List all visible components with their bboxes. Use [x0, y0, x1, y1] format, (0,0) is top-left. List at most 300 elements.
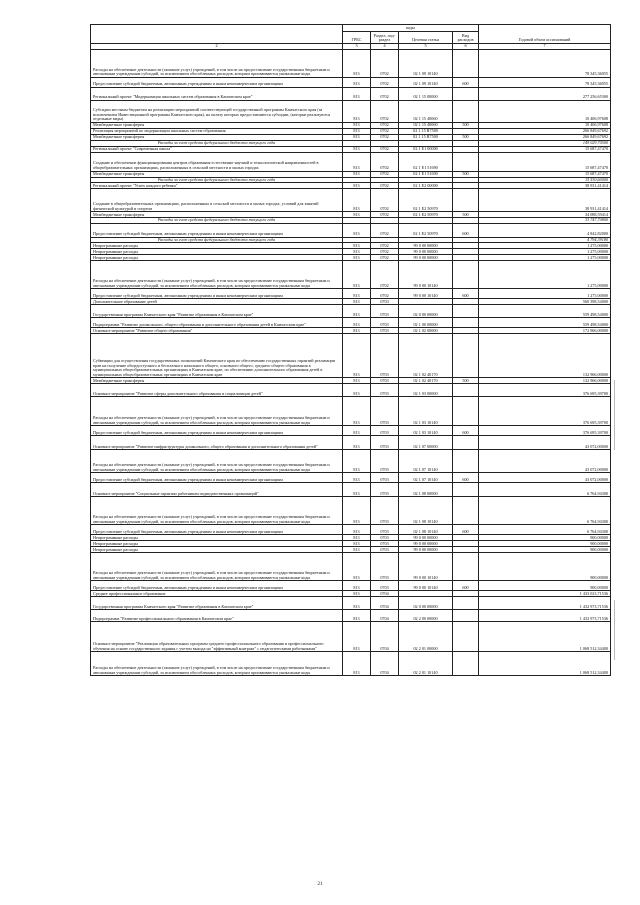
row-section-cell: 0703	[371, 328, 399, 334]
table-row	[91, 581, 611, 591]
row-amount-cell: 78 345,36055	[479, 78, 611, 88]
column-number: 5	[399, 44, 453, 50]
row-expense-type-cell: 500	[453, 135, 479, 141]
table-row	[91, 426, 611, 436]
row-section-cell: 0704	[371, 597, 399, 610]
row-grbs-cell: 813	[343, 171, 371, 177]
header-grbs: ГРБС	[343, 32, 371, 44]
margin-line	[614, 380, 615, 450]
row-grbs-cell: 813	[343, 483, 371, 497]
row-grbs-cell: 813	[343, 622, 371, 652]
row-amount-cell: 266 849,67692	[479, 129, 611, 135]
table-row	[91, 334, 611, 378]
column-number: 3	[343, 44, 371, 50]
row-name-cell: Межбюджетные трансферты	[91, 135, 343, 141]
row-name-cell: Непрограммные расходы	[91, 547, 343, 553]
row-target-cell: 02 1 15 40060	[399, 123, 453, 129]
row-name-cell: Расходы за счет средств федерального бюджета текущего года	[91, 177, 343, 183]
row-amount-cell: 10 406,97608	[479, 101, 611, 123]
row-name-cell: Подпрограмма "Развитие дошкольного, общего образования и дополнительного образования детей в Камчатском крае"	[91, 318, 343, 328]
row-section-cell: 0702	[371, 88, 399, 101]
row-grbs-cell: 813	[343, 212, 371, 218]
row-target-cell: 02 1 08 10140	[399, 497, 453, 525]
table-row	[91, 261, 611, 289]
table-row	[91, 384, 611, 397]
row-name-cell: Предоставление субсидий бюджетным, автономным учреждениям и иным некоммерческим организациям	[91, 473, 343, 483]
row-target-cell: 02 1 E1 00000	[399, 146, 453, 152]
header-amount: Годовой объем ассигнований	[479, 25, 611, 44]
row-grbs-cell: 813	[343, 189, 371, 212]
table-row	[91, 305, 611, 318]
table-row	[91, 473, 611, 483]
row-section-cell: 0703	[371, 497, 399, 525]
row-expense-type-cell	[453, 622, 479, 652]
row-target-cell: 02 1 07 10140	[399, 450, 453, 473]
row-target-cell: 02 1 08 10140	[399, 525, 453, 535]
column-number: 6	[453, 44, 479, 50]
row-amount-cell: 900,00000	[479, 535, 611, 541]
row-section-cell: 0702	[371, 129, 399, 135]
row-name-cell: Межбюджетные трансферты	[91, 123, 343, 129]
table-row	[91, 318, 611, 328]
row-section-cell: 0703	[371, 334, 399, 378]
row-target-cell: 02 1 00 00000	[399, 318, 453, 328]
column-number: 2	[91, 44, 343, 50]
row-grbs-cell: 813	[343, 535, 371, 541]
row-section-cell: 0702	[371, 123, 399, 129]
row-amount-cell: 900,00000	[479, 581, 611, 591]
row-target-cell: 99 0 00 10140	[399, 581, 453, 591]
row-amount-cell: 132 966,00000	[479, 378, 611, 384]
header-section: Раздел, под-раздел	[371, 32, 399, 44]
row-name-cell: Региональный проект "Современная школа"	[91, 146, 343, 152]
table-row	[91, 101, 611, 123]
row-target-cell: 02 1 E2 50970	[399, 212, 453, 218]
row-name-cell: Расходы на обеспечение деятельности (оказание услуг) учреждений, в том числе на предоставление государственным бюджетным и автономным учреждениям субсидий, за исключением обособленных расходов, которым присваиваются уникальные коды	[91, 652, 343, 676]
row-section-cell: 0703	[371, 473, 399, 483]
row-amount-cell: 560 398,54000	[479, 299, 611, 305]
row-target-cell: 02 0 00 00000	[399, 597, 453, 610]
row-name-cell: Непрограммные расходы	[91, 535, 343, 541]
row-grbs-cell: 813	[343, 384, 371, 397]
row-grbs-cell: 813	[343, 591, 371, 597]
header-codes: коды	[343, 25, 479, 32]
row-target-cell: 02 1 08 00000	[399, 483, 453, 497]
row-expense-type-cell	[453, 88, 479, 101]
row-amount-cell: 1 432 973,71536	[479, 597, 611, 610]
row-amount-cell: 43 072,00000	[479, 450, 611, 473]
row-name-cell: Создание и обеспечение функционирования центров образования естественно-научной и технологической направленностей в общеобразовательных организациях, расположенных в сельской местности и малых городах	[91, 152, 343, 171]
row-expense-type-cell	[453, 101, 479, 123]
row-section-cell: 0702	[371, 255, 399, 261]
row-name-cell: Непрограммные расходы	[91, 541, 343, 547]
row-expense-type-cell: 600	[453, 525, 479, 535]
row-target-cell: 02 1 02 40170	[399, 378, 453, 384]
row-target-cell: 99 0 00 10140	[399, 261, 453, 289]
row-name-cell: Предоставление субсидий бюджетным, автономным учреждениям и иным некоммерческим организациям	[91, 78, 343, 88]
row-expense-type-cell	[453, 483, 479, 497]
row-section-cell: 0703	[371, 318, 399, 328]
row-name-cell: Субвенции для осуществления государственных полномочий Камчатского края по обеспечению государственных гарантий реализации прав на получение общедоступного и бесплатного начального общего, основного общего, среднего общего образования в муниципальных общеобразовательных организациях в Камчатском крае, по обеспечению дополнительного образования детей в муниципальных общеобразовательных организациях в Камчатском крае	[91, 334, 343, 378]
row-grbs-cell: 813	[343, 146, 371, 152]
row-target-cell: 02 1 07 00000	[399, 436, 453, 450]
row-amount-cell: 6 764,94300	[479, 483, 611, 497]
page-number: 21	[317, 882, 323, 887]
row-amount-cell: 10 406,97608	[479, 123, 611, 129]
row-name-cell: Межбюджетные трансферты	[91, 212, 343, 218]
row-section-cell: 0704	[371, 622, 399, 652]
row-name-cell: Межбюджетные трансферты	[91, 171, 343, 177]
table-row	[91, 652, 611, 676]
header-target: Целевая статья	[399, 32, 453, 44]
row-target-cell: 02 2 00 00000	[399, 610, 453, 622]
row-expense-type-cell: 500	[453, 378, 479, 384]
row-grbs-cell: 813	[343, 473, 371, 483]
row-target-cell: 02 0 00 00000	[399, 305, 453, 318]
row-section-cell: 0702	[371, 50, 399, 78]
row-section-cell: 0703	[371, 553, 399, 581]
row-grbs-cell: 813	[343, 581, 371, 591]
row-amount-cell: 4 794,39180	[479, 237, 611, 243]
table-row	[91, 50, 611, 78]
row-name-cell: Субсидии местным бюджетам на реализацию мероприятий соответствующей государственной программы Камчатского края (за исключением Инвестиционной программы Камчатского края), на оплату которых предоставляются субсидии, (которые реализуются отдельные виды)	[91, 101, 343, 123]
row-section-cell: 0703	[371, 541, 399, 547]
row-grbs-cell: 813	[343, 183, 371, 189]
row-expense-type-cell	[453, 50, 479, 78]
row-target-cell: 02 1 E1 51690	[399, 171, 453, 177]
row-section-cell: 0704	[371, 610, 399, 622]
row-grbs-cell: 813	[343, 123, 371, 129]
row-expense-type-cell	[453, 436, 479, 450]
row-name-cell: Непрограммные расходы	[91, 255, 343, 261]
row-expense-type-cell: 500	[453, 123, 479, 129]
row-target-cell: 02 1 03 10140	[399, 397, 453, 426]
row-amount-cell: 559 498,54000	[479, 318, 611, 328]
row-grbs-cell: 813	[343, 152, 371, 171]
row-name-cell: Государственная программа Камчатского края "Развитие образования в Камчатском крае"	[91, 597, 343, 610]
row-amount-cell: 1 275,00000	[479, 243, 611, 249]
row-expense-type-cell: 500	[453, 212, 479, 218]
row-section-cell: 0703	[371, 450, 399, 473]
row-expense-type-cell: 600	[453, 473, 479, 483]
table-row	[91, 622, 611, 652]
row-name-cell: Основное мероприятие "Развитие общего образования"	[91, 328, 343, 334]
row-name-cell: Реализация мероприятий по модернизации школьных систем образования	[91, 129, 343, 135]
row-target-cell: 02 1 E2 50970	[399, 223, 453, 237]
row-grbs-cell: 813	[343, 88, 371, 101]
row-amount-cell: 266 849,67692	[479, 135, 611, 141]
row-name-cell: Предоставление субсидий бюджетным, автономным учреждениям и иным некоммерческим организациям	[91, 223, 343, 237]
row-name-cell: Непрограммные расходы	[91, 243, 343, 249]
row-grbs-cell: 813	[343, 261, 371, 289]
row-amount-cell: 376 695,39700	[479, 384, 611, 397]
row-target-cell: 99 0 00 00000	[399, 249, 453, 255]
row-name-cell: Расходы на обеспечение деятельности (оказание услуг) учреждений, в том числе на предоставление государственным бюджетным и автономным учреждениям субсидий, за исключением обособленных расходов, которым присваиваются уникальные коды	[91, 497, 343, 525]
row-amount-cell: 172 966,00000	[479, 328, 611, 334]
table-row	[91, 483, 611, 497]
row-amount-cell: 1 432 973,71536	[479, 610, 611, 622]
row-amount-cell: 78 345,36055	[479, 50, 611, 78]
header-row-top	[91, 25, 611, 32]
row-amount-cell: 43 072,00000	[479, 473, 611, 483]
row-amount-cell: 376 695,39700	[479, 397, 611, 426]
row-expense-type-cell	[453, 189, 479, 212]
row-section-cell: 0703	[371, 483, 399, 497]
row-target-cell: 02 1 E1 51690	[399, 152, 453, 171]
row-name-cell: Дополнительное образование детей	[91, 299, 343, 305]
row-name-cell: Основное мероприятие "Развитие сферы дополнительного образования и социализации детей"	[91, 384, 343, 397]
row-target-cell: 02 1 15 R7500	[399, 129, 453, 135]
row-section-cell: 0702	[371, 78, 399, 88]
row-target-cell: 02 1 E2 00000	[399, 183, 453, 189]
row-target-cell: 02 1 03 10140	[399, 426, 453, 436]
table-row	[91, 189, 611, 212]
table-row	[91, 610, 611, 622]
row-name-cell: Среднее профессиональное образование	[91, 591, 343, 597]
table-row	[91, 152, 611, 171]
row-target-cell: 02 2 01 10140	[399, 652, 453, 676]
row-name-cell: Расходы на обеспечение деятельности (оказание услуг) учреждений, в том числе на предоставление государственным бюджетным и автономным учреждениям субсидий, за исключением обособленных расходов, которым присваиваются уникальные коды	[91, 553, 343, 581]
row-target-cell: 99 0 00 00000	[399, 535, 453, 541]
row-grbs-cell: 813	[343, 328, 371, 334]
row-name-cell: Межбюджетные трансферты	[91, 378, 343, 384]
row-expense-type-cell: 600	[453, 426, 479, 436]
row-grbs-cell: 813	[343, 223, 371, 237]
row-grbs-cell: 813	[343, 436, 371, 450]
row-section-cell: 0702	[371, 289, 399, 299]
row-amount-cell: 15 530,60000	[479, 177, 611, 183]
row-amount-cell: 277 256,65300	[479, 88, 611, 101]
row-section-cell: 0702	[371, 189, 399, 212]
table-row	[91, 450, 611, 473]
header-expense-type: Вид расходов	[453, 32, 479, 44]
row-expense-type-cell: 600	[453, 289, 479, 299]
row-amount-cell: 1 275,00000	[479, 249, 611, 255]
row-section-cell: 0703	[371, 581, 399, 591]
row-name-cell: Расходы на обеспечение деятельности (оказание услуг) учреждений, в том числе на предоставление государственным бюджетным и автономным учреждениям субсидий, за исключением обособленных расходов, которым присваиваются уникальные коды	[91, 450, 343, 473]
row-section-cell: 0702	[371, 135, 399, 141]
row-expense-type-cell	[453, 261, 479, 289]
row-name-cell: Предоставление субсидий бюджетным, автономным учреждениям и иным некоммерческим организациям	[91, 525, 343, 535]
row-grbs-cell: 813	[343, 397, 371, 426]
row-name-cell: Расходы за счет средств федерального бюджета текущего года	[91, 141, 343, 147]
row-name-cell: Предоставление субсидий бюджетным, автономным учреждениям и иным некоммерческим организациям	[91, 426, 343, 436]
row-grbs-cell: 813	[343, 289, 371, 299]
table-row	[91, 223, 611, 237]
row-section-cell: 0703	[371, 547, 399, 553]
row-expense-type-cell	[453, 152, 479, 171]
row-grbs-cell: 813	[343, 78, 371, 88]
row-amount-cell: 43 072,00000	[479, 436, 611, 450]
row-amount-cell: 34 088,59414	[479, 212, 611, 218]
table-body	[91, 50, 611, 676]
row-target-cell: 02 1 02 40170	[399, 334, 453, 378]
row-amount-cell: 1 275,00000	[479, 261, 611, 289]
row-grbs-cell: 813	[343, 426, 371, 436]
row-amount-cell: 559 498,54000	[479, 305, 611, 318]
row-name-cell: Расходы на обеспечение деятельности (оказание услуг) учреждений, в том числе на предоставление государственным бюджетным и автономным учреждениям субсидий, за исключением обособленных расходов, которым присваиваются уникальные коды	[91, 261, 343, 289]
row-grbs-cell: 813	[343, 450, 371, 473]
row-grbs-cell: 813	[343, 610, 371, 622]
row-amount-cell: 15 687,47470	[479, 171, 611, 177]
row-target-cell: 99 0 00 00000	[399, 547, 453, 553]
row-amount-cell: 900,00000	[479, 547, 611, 553]
row-expense-type-cell	[453, 384, 479, 397]
row-target-cell: 99 0 00 10140	[399, 289, 453, 299]
row-grbs-cell: 813	[343, 547, 371, 553]
row-section-cell: 0702	[371, 152, 399, 171]
row-grbs-cell: 813	[343, 597, 371, 610]
row-grbs-cell: 813	[343, 129, 371, 135]
row-target-cell: 02 1 09 10140	[399, 78, 453, 88]
row-name-cell: Непрограммные расходы	[91, 249, 343, 255]
row-target-cell: 02 1 07 10140	[399, 473, 453, 483]
row-section-cell: 0703	[371, 535, 399, 541]
row-target-cell: 02 1 E2 50970	[399, 189, 453, 212]
row-expense-type-cell	[453, 318, 479, 328]
row-section-cell: 0702	[371, 171, 399, 177]
row-name-cell: Региональный проект "Модернизация школьных систем образования в Камчатском крае"	[91, 88, 343, 101]
row-expense-type-cell: 600	[453, 223, 479, 237]
row-grbs-cell: 813	[343, 101, 371, 123]
row-grbs-cell: 813	[343, 305, 371, 318]
table-row	[91, 397, 611, 426]
row-name-cell: Основное мероприятие "Реализация образовательных программ среднего профессионального образования и профессионального обучения на основе государственного задания с учетом выхода на "эффективный контракт" с педагогическими работниками"	[91, 622, 343, 652]
row-expense-type-cell	[453, 334, 479, 378]
row-amount-cell: 900,00000	[479, 553, 611, 581]
row-name-cell: Расходы на обеспечение деятельности (оказание услуг) учреждений, в том числе на предоставление государственным бюджетным и автономным учреждениям субсидий, за исключением обособленных расходов, которым присваиваются уникальные коды	[91, 397, 343, 426]
row-expense-type-cell	[453, 597, 479, 610]
row-name-cell: Основное мероприятие "Развитие инфраструктуры дошкольного, общего образования и дополнительного образования детей"	[91, 436, 343, 450]
row-section-cell: 0703	[371, 397, 399, 426]
row-section-cell: 0702	[371, 249, 399, 255]
row-grbs-cell: 813	[343, 135, 371, 141]
row-expense-type-cell	[453, 305, 479, 318]
row-name-cell: Региональный проект "Успех каждого ребенка"	[91, 183, 343, 189]
row-expense-type-cell	[453, 497, 479, 525]
row-target-cell: 02 1 15 R7500	[399, 135, 453, 141]
row-expense-type-cell	[453, 610, 479, 622]
row-target-cell: 99 0 00 00000	[399, 541, 453, 547]
row-section-cell: 0703	[371, 426, 399, 436]
row-amount-cell: 1 275,00000	[479, 289, 611, 299]
row-section-cell: 0702	[371, 261, 399, 289]
table-row	[91, 78, 611, 88]
row-expense-type-cell: 500	[453, 171, 479, 177]
row-amount-cell: 900,00000	[479, 541, 611, 547]
row-expense-type-cell	[453, 397, 479, 426]
table-row	[91, 436, 611, 450]
row-expense-type-cell	[453, 553, 479, 581]
row-grbs-cell: 813	[343, 553, 371, 581]
row-amount-cell: 15 687,47470	[479, 152, 611, 171]
row-name-cell: Предоставление субсидий бюджетным, автономным учреждениям и иным некоммерческим организациям	[91, 581, 343, 591]
row-amount-cell: 15 687,47470	[479, 146, 611, 152]
table-row	[91, 289, 611, 299]
row-expense-type-cell	[453, 450, 479, 473]
table-row	[91, 497, 611, 525]
row-name-cell: Основное мероприятие "Социальные гарантии работникам подведомственных организаций"	[91, 483, 343, 497]
row-section-cell: 0702	[371, 183, 399, 189]
table-row	[91, 525, 611, 535]
header-name	[91, 25, 343, 44]
table-row	[91, 88, 611, 101]
row-section-cell: 0704	[371, 591, 399, 597]
row-section-cell: 0704	[371, 652, 399, 676]
row-section-cell: 0702	[371, 243, 399, 249]
row-grbs-cell: 813	[343, 299, 371, 305]
row-expense-type-cell	[453, 652, 479, 676]
row-amount-cell: 132 966,00000	[479, 334, 611, 378]
row-target-cell: 02 2 01 00000	[399, 622, 453, 652]
row-grbs-cell: 813	[343, 243, 371, 249]
row-amount-cell: 376 695,39700	[479, 426, 611, 436]
row-target-cell: 99 0 00 00000	[399, 243, 453, 249]
table-row	[91, 597, 611, 610]
row-amount-cell: 33 747,70800	[479, 218, 611, 224]
row-amount-cell: 1 068 512,34400	[479, 652, 611, 676]
row-name-cell: Создание в общеобразовательных организациях, расположенных в сельской местности и малых городах, условий для занятий физической культурой и спортом	[91, 189, 343, 212]
row-grbs-cell: 813	[343, 255, 371, 261]
row-section-cell: 0702	[371, 212, 399, 218]
row-expense-type-cell: 600	[453, 78, 479, 88]
row-target-cell: 99 0 00 00000	[399, 255, 453, 261]
row-target-cell: 02 1 03 00000	[399, 384, 453, 397]
row-grbs-cell: 813	[343, 378, 371, 384]
row-amount-cell: 6 764,94300	[479, 525, 611, 535]
row-target-cell: 02 1 15 40060	[399, 101, 453, 123]
column-number: 4	[371, 44, 399, 50]
row-section-cell: 0703	[371, 384, 399, 397]
row-grbs-cell: 813	[343, 525, 371, 535]
budget-table	[90, 24, 611, 676]
row-name-cell: Расходы за счет средств федерального бюджета текущего года	[91, 237, 343, 243]
row-section-cell: 0702	[371, 146, 399, 152]
margin-line	[614, 600, 615, 660]
row-section-cell: 0703	[371, 299, 399, 305]
row-amount-cell: 149 029,70500	[479, 141, 611, 147]
row-grbs-cell: 813	[343, 249, 371, 255]
column-number: 7	[479, 44, 611, 50]
row-section-cell: 0702	[371, 101, 399, 123]
row-grbs-cell: 813	[343, 497, 371, 525]
row-section-cell: 0703	[371, 525, 399, 535]
row-section-cell: 0703	[371, 378, 399, 384]
row-name-cell: Расходы за счет средств федерального бюджета текущего года	[91, 218, 343, 224]
row-target-cell: 99 0 00 10140	[399, 553, 453, 581]
row-amount-cell: 6 764,94300	[479, 497, 611, 525]
row-amount-cell: 38 931,41414	[479, 189, 611, 212]
row-grbs-cell: 813	[343, 652, 371, 676]
row-expense-type-cell: 600	[453, 581, 479, 591]
row-section-cell: 0703	[371, 305, 399, 318]
row-name-cell: Государственная программа Камчатского края "Развитие образования в Камчатском крае"	[91, 305, 343, 318]
row-target-cell: 02 1 02 00000	[399, 328, 453, 334]
row-amount-cell: 1 068 512,34400	[479, 622, 611, 652]
row-grbs-cell: 813	[343, 541, 371, 547]
row-amount-cell: 4 842,82000	[479, 223, 611, 237]
row-name-cell: Подпрограмма "Развитие профессионального образования в Камчатском крае"	[91, 610, 343, 622]
row-grbs-cell: 813	[343, 50, 371, 78]
row-grbs-cell: 813	[343, 318, 371, 328]
row-name-cell: Расходы на обеспечение деятельности (оказание услуг) учреждений, в том числе на предоставление государственным бюджетным и автономным учреждениям субсидий, за исключением обособленных расходов, которым присваиваются уникальные коды	[91, 50, 343, 78]
row-target-cell: 02 1 15 00000	[399, 88, 453, 101]
row-amount-cell: 1 433 023,71536	[479, 591, 611, 597]
row-grbs-cell: 813	[343, 334, 371, 378]
row-amount-cell: 1 275,00000	[479, 255, 611, 261]
table-row	[91, 553, 611, 581]
row-section-cell: 0703	[371, 436, 399, 450]
